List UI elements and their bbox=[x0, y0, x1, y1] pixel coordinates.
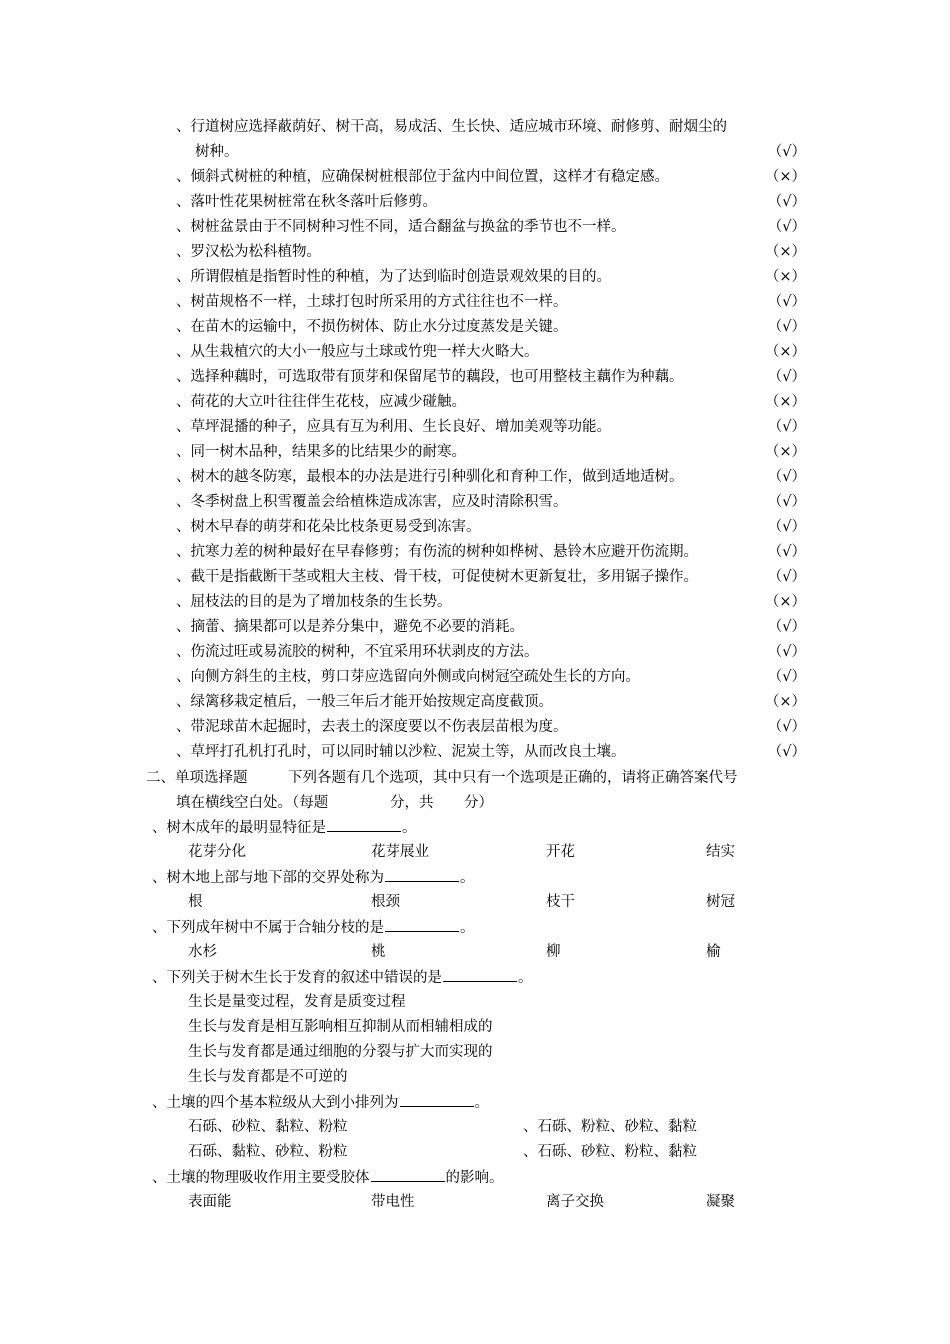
tf-text: 、倾斜式树桩的种植，应确保树桩根部位于盆内中间位置，这样才有稳定感。 bbox=[176, 169, 669, 185]
tf-item bbox=[176, 190, 806, 214]
tf-text: 、罗汉松为松科植物。 bbox=[176, 244, 321, 260]
tf-item bbox=[176, 740, 806, 764]
tf-text: 、同一树木品种，结果多的比结果少的耐寒。 bbox=[176, 444, 466, 460]
tf-item bbox=[176, 465, 806, 489]
tf-item bbox=[176, 215, 806, 239]
option: 榆 bbox=[706, 944, 721, 960]
tf-text: 、所谓假植是指暂时性的种植，为了达到临时创造景观效果的目的。 bbox=[176, 269, 611, 285]
tf-item bbox=[176, 340, 806, 364]
section-instruction: 下列各题有几个选项，其中只有一个选项是正确的，请将正确答案代号 bbox=[288, 770, 738, 786]
tf-text: 、抗寒力差的树种最好在早春修剪；有伤流的树种如桦树、悬铃木应避开伤流期。 bbox=[176, 544, 698, 560]
question-stem: 、下列成年树中不属于合轴分枝的是 。 bbox=[152, 915, 475, 940]
tf-answer-mark: （√） bbox=[767, 669, 806, 685]
tf-text: 、树苗规格不一样，土球打包时所采用的方式往往也不一样。 bbox=[176, 294, 568, 310]
tf-text: 、选择种藕时，可选取带有顶芽和保留尾节的藕段，也可用整枝主藕作为种藕。 bbox=[176, 369, 684, 385]
tf-item bbox=[176, 140, 806, 164]
option: 、石砾、砂粒、粉粒、黏粒 bbox=[523, 1144, 697, 1160]
tf-answer-mark: （√） bbox=[767, 469, 806, 485]
tf-item bbox=[176, 515, 806, 539]
option: 带电性 bbox=[371, 1194, 415, 1210]
option: 花芽分化 bbox=[188, 844, 246, 860]
option: 根 bbox=[188, 894, 203, 910]
tf-text: 、从生栽植穴的大小一般应与土球或竹兜一样大火略大。 bbox=[176, 344, 539, 360]
tf-text: 、带泥球苗木起掘时，去表土的深度要以不伤表层苗根为度。 bbox=[176, 719, 568, 735]
answer-blank[interactable] bbox=[371, 1165, 445, 1182]
tf-item bbox=[176, 290, 806, 314]
tf-item bbox=[176, 640, 806, 664]
tf-text: 、行道树应选择蔽荫好、树干高，易成活、生长快、适应城市环境、耐修剪、耐烟尘的 bbox=[176, 119, 727, 135]
answer-blank[interactable] bbox=[400, 1090, 474, 1107]
tf-item bbox=[176, 265, 806, 289]
tf-item bbox=[176, 165, 806, 189]
tf-answer-mark: （×） bbox=[764, 244, 806, 260]
tf-answer-mark: （×） bbox=[764, 269, 806, 285]
tf-text: 、伤流过旺或易流胶的树种，不宜采用环状剥皮的方法。 bbox=[176, 644, 539, 660]
tf-answer-mark: （√） bbox=[767, 569, 806, 585]
option: 桃 bbox=[371, 944, 386, 960]
option: 生长与发育都是通过细胞的分裂与扩大而实现的 bbox=[188, 1044, 493, 1060]
tf-item bbox=[176, 540, 806, 564]
option: 根颈 bbox=[371, 894, 400, 910]
tf-text: 、绿篱移栽定植后，一般三年后才能开始按规定高度截顶。 bbox=[176, 694, 553, 710]
tf-answer-mark: （×） bbox=[764, 594, 806, 610]
question-stem: 、树木成年的最明显特征是 。 bbox=[152, 815, 417, 840]
tf-answer-mark: （×） bbox=[764, 169, 806, 185]
section-heading: 二、单项选择题 bbox=[146, 770, 248, 786]
option: 生长是量变过程，发育是质变过程 bbox=[188, 994, 406, 1010]
tf-answer-mark: （√） bbox=[767, 319, 806, 335]
tf-answer-mark: （√） bbox=[767, 194, 806, 210]
question-stem: 、土壤的四个基本粒级从大到小排列为 。 bbox=[152, 1090, 489, 1115]
tf-answer-mark: （√） bbox=[767, 519, 806, 535]
tf-answer-mark: （√） bbox=[767, 544, 806, 560]
tf-answer-mark: （√） bbox=[767, 219, 806, 235]
answer-blank[interactable] bbox=[385, 865, 459, 882]
tf-item bbox=[176, 690, 806, 714]
tf-item bbox=[176, 715, 806, 739]
tf-item bbox=[176, 590, 806, 614]
option: 凝聚 bbox=[706, 1194, 735, 1210]
option: 枝干 bbox=[546, 894, 575, 910]
tf-text: 、摘蕾、摘果都可以是养分集中，避免不必要的消耗。 bbox=[176, 619, 524, 635]
question-stem: 、下列关于树木生长于发育的叙述中错误的是 。 bbox=[152, 965, 533, 990]
section-instruction-cont: 填在横线空白处。（每题 bbox=[176, 795, 329, 811]
tf-answer-mark: （√） bbox=[767, 744, 806, 760]
tf-answer-mark: （×） bbox=[764, 694, 806, 710]
tf-text: 、树木早春的萌芽和花朵比枝条更易受到冻害。 bbox=[176, 519, 481, 535]
option: 柳 bbox=[546, 944, 561, 960]
option: 水杉 bbox=[188, 944, 217, 960]
tf-item bbox=[176, 490, 806, 514]
question-stem: 、土壤的物理吸收作用主要受胶体 的影响。 bbox=[152, 1165, 504, 1190]
tf-text: 、树桩盆景由于不同树种习性不同，适合翻盆与换盆的季节也不一样。 bbox=[176, 219, 626, 235]
tf-item bbox=[176, 565, 806, 589]
question-stem: 、树木地上部与地下部的交界处称为 。 bbox=[152, 865, 475, 890]
option: 树冠 bbox=[706, 894, 735, 910]
option: 石砾、砂粒、黏粒、粉粒 bbox=[188, 1119, 348, 1135]
answer-blank[interactable] bbox=[443, 965, 517, 982]
tf-answer-mark: （√） bbox=[767, 719, 806, 735]
tf-text: 、落叶性花果树桩常在秋冬落叶后修剪。 bbox=[176, 194, 437, 210]
option: 离子交换 bbox=[546, 1194, 604, 1210]
option: 生长与发育是相互影响相互抑制从而相辅相成的 bbox=[188, 1019, 493, 1035]
tf-text: 、截干是指截断干茎或粗大主枝、骨干枝，可促使树木更新复壮，多用锯子操作。 bbox=[176, 569, 698, 585]
option: 花芽展业 bbox=[371, 844, 429, 860]
tf-text: 、树木的越冬防寒，最根本的办法是进行引种驯化和育种工作，做到适地适树。 bbox=[176, 469, 684, 485]
answer-blank[interactable] bbox=[385, 915, 459, 932]
tf-answer-mark: （×） bbox=[764, 444, 806, 460]
tf-text: 、草坪混播的种子，应具有互为利用、生长良好、增加美观等功能。 bbox=[176, 419, 611, 435]
tf-item bbox=[176, 615, 806, 639]
tf-answer-mark: （√） bbox=[767, 369, 806, 385]
tf-text: 、向侧方斜生的主枝，剪口芽应选留向外侧或向树冠空疏处生长的方向。 bbox=[176, 669, 640, 685]
score-per-question-label: 分，共 bbox=[390, 795, 434, 811]
tf-item bbox=[176, 240, 806, 264]
tf-text: 、草坪打孔机打孔时，可以同时辅以沙粒、泥炭土等，从而改良土壤。 bbox=[176, 744, 626, 760]
tf-item bbox=[176, 315, 806, 339]
tf-answer-mark: （×） bbox=[764, 344, 806, 360]
tf-item bbox=[176, 365, 806, 389]
tf-item bbox=[176, 415, 806, 439]
tf-answer-mark: （√） bbox=[767, 619, 806, 635]
answer-blank[interactable] bbox=[327, 815, 401, 832]
score-total-label: 分） bbox=[464, 795, 493, 811]
tf-item bbox=[176, 665, 806, 689]
tf-item bbox=[176, 115, 806, 139]
option: 、石砾、粉粒、砂粒、黏粒 bbox=[523, 1119, 697, 1135]
tf-item bbox=[176, 440, 806, 464]
tf-text: 、屈枝法的目的是为了增加枝条的生长势。 bbox=[176, 594, 452, 610]
option: 开花 bbox=[546, 844, 575, 860]
option: 表面能 bbox=[188, 1194, 232, 1210]
tf-text: 、荷花的大立叶往往伴生花枝，应减少碰触。 bbox=[176, 394, 466, 410]
tf-text: 、冬季树盘上积雪覆盖会给植株造成冻害，应及时清除积雪。 bbox=[176, 494, 568, 510]
tf-answer-mark: （√） bbox=[767, 294, 806, 310]
tf-text-continuation: 树种。 bbox=[195, 144, 239, 160]
option: 生长与发育都是不可逆的 bbox=[188, 1069, 348, 1085]
tf-answer-mark: （√） bbox=[767, 419, 806, 435]
option: 结实 bbox=[706, 844, 735, 860]
tf-answer-mark: （√） bbox=[767, 144, 806, 160]
tf-answer-mark: （×） bbox=[764, 394, 806, 410]
tf-answer-mark: （√） bbox=[767, 494, 806, 510]
tf-item bbox=[176, 390, 806, 414]
tf-answer-mark: （√） bbox=[767, 644, 806, 660]
tf-text: 、在苗木的运输中，不损伤树体、防止水分过度蒸发是关键。 bbox=[176, 319, 568, 335]
option: 石砾、黏粒、砂粒、粉粒 bbox=[188, 1144, 348, 1160]
